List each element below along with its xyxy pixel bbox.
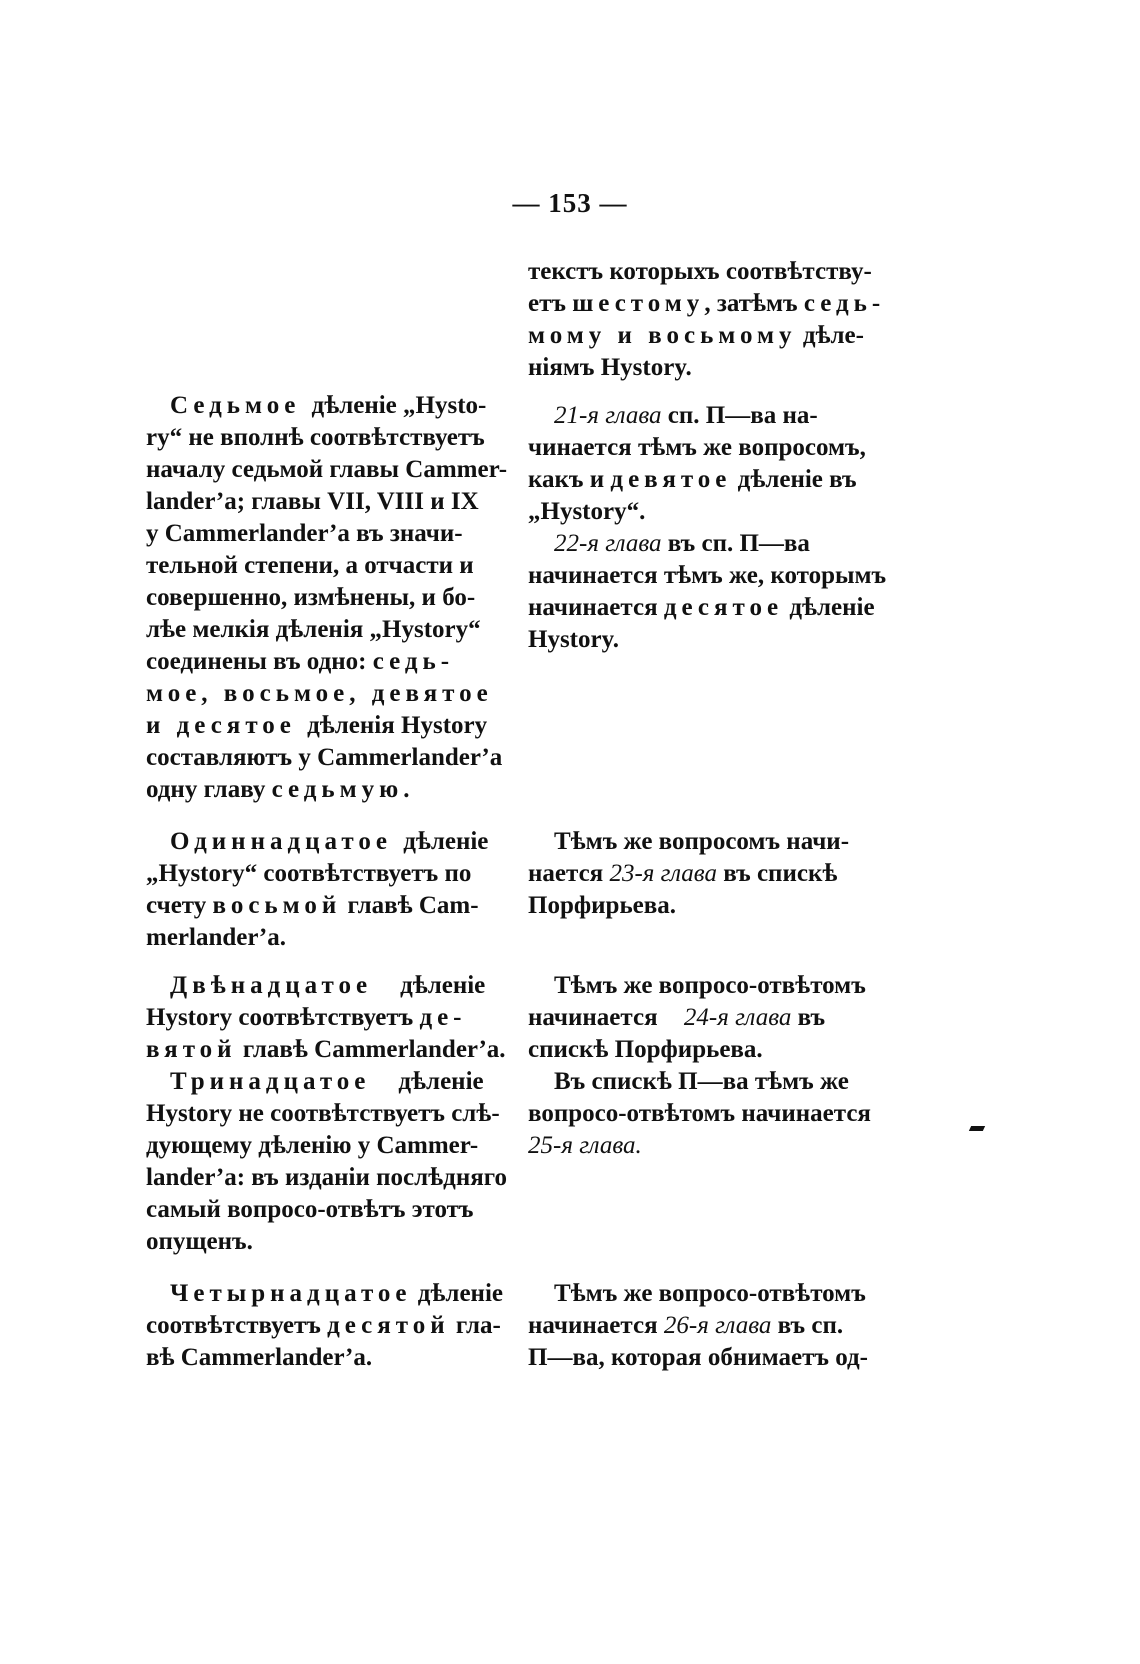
- text-fragment: главѣ Cam-: [341, 892, 479, 919]
- text-line: [528, 1310, 843, 1342]
- ink-mark: [969, 1126, 985, 1131]
- text-fragment: соотвѣтствуетъ: [146, 1312, 328, 1339]
- text-line: [146, 774, 415, 806]
- text-fragment: въ спискѣ: [716, 860, 838, 887]
- italic-chapter-ref: 25-я глава.: [528, 1132, 642, 1159]
- text-line: [528, 464, 857, 496]
- text-line: текстъ которыхъ соотвѣтству-: [528, 258, 872, 285]
- text-fragment: дѣленіе „Hysto-: [311, 392, 487, 419]
- spaced-word: десятой: [327, 1312, 450, 1339]
- spaced-word: и десятое: [146, 712, 308, 739]
- spaced-word: десятое: [663, 594, 784, 621]
- text-line: [170, 970, 485, 1002]
- text-fragment: Hystory соотвѣтствуетъ: [146, 1004, 420, 1031]
- text-fragment: въ сп. П—ва: [661, 530, 810, 557]
- spaced-word: седь-: [372, 648, 455, 675]
- page-number: — 153 —: [512, 188, 628, 218]
- text-fragment: дѣленіе: [398, 1068, 484, 1095]
- text-line: Въ спискѣ П—ва тѣмъ же: [554, 1068, 849, 1095]
- italic-chapter-ref: 23-я глава: [609, 860, 717, 887]
- text-line: спискѣ Порфирьева.: [528, 1036, 763, 1063]
- text-fragment: дѣле-: [796, 322, 864, 349]
- text-fragment: дѣленія Hystory: [307, 712, 488, 739]
- italic-chapter-ref: 24-я глава: [683, 1004, 792, 1031]
- text-line: „Hystory“ соотвѣтствуетъ по: [146, 860, 472, 887]
- text-line: лѣе мелкія дѣленія „Hystory“: [146, 616, 481, 643]
- text-line: [554, 528, 810, 560]
- text-fragment: начинается: [528, 1004, 664, 1031]
- text-line: [528, 1130, 642, 1162]
- text-line: самый вопросо-отвѣтъ этотъ: [146, 1196, 474, 1223]
- italic-chapter-ref: 26-я глава: [663, 1312, 772, 1339]
- spaced-word: Одиннадцатое: [170, 828, 404, 855]
- text-line: [170, 826, 488, 858]
- text-line: [528, 1002, 825, 1034]
- text-line: [146, 710, 487, 742]
- text-fragment: , затѣмъ: [704, 290, 804, 317]
- spaced-word: седь-: [803, 290, 886, 317]
- spaced-word: восьмой: [212, 892, 342, 919]
- text-line: [170, 1066, 484, 1098]
- spaced-word: Тринадцатое: [170, 1068, 371, 1095]
- text-line: тельной степени, а отчасти и: [146, 552, 474, 579]
- text-fragment: дѣленіе: [400, 972, 486, 999]
- text-line: ніямъ Hystory.: [528, 354, 692, 381]
- spaced-word: де-: [419, 1004, 467, 1031]
- text-fragment: въ: [791, 1004, 826, 1031]
- text-line: merlander’a.: [146, 924, 286, 951]
- text-fragment: дѣленіе: [403, 828, 489, 855]
- text-fragment: главѣ Cammerlander’a.: [236, 1036, 506, 1063]
- text-line: Тѣмъ же вопросомъ начи-: [554, 828, 850, 855]
- text-line: Порфирьева.: [528, 892, 677, 919]
- text-line: [146, 1034, 506, 1066]
- text-line: началу седьмой главы Cammer-: [146, 456, 508, 483]
- text-fragment: начинается: [528, 1312, 664, 1339]
- spaced-word: Седьмое: [170, 392, 312, 419]
- spaced-word: Двѣнадцатое: [170, 972, 373, 999]
- italic-chapter-ref: 22-я глава: [554, 530, 662, 557]
- text-line: Тѣмъ же вопросо-отвѣтомъ: [554, 972, 866, 999]
- text-line: [528, 288, 885, 320]
- spaced-word: седьмую.: [271, 776, 415, 803]
- text-line: дующему дѣленію у Cammer-: [146, 1132, 479, 1159]
- spaced-word: вятой: [146, 1036, 237, 1063]
- text-line: [554, 400, 818, 432]
- text-line: П—ва, которая обнимаетъ од-: [528, 1344, 868, 1371]
- text-line: [146, 1002, 467, 1034]
- text-line: Hystory.: [528, 626, 619, 653]
- spaced-word: девятое: [610, 466, 732, 493]
- text-line: „Hystory“.: [528, 498, 646, 525]
- text-fragment: дѣленіе въ: [731, 466, 857, 493]
- text-line: lander’a; главы VII, VIII и IX: [146, 488, 479, 515]
- text-line: вѣ Cammerlander’a.: [146, 1344, 373, 1371]
- text-line: [528, 858, 837, 890]
- text-fragment: счету: [146, 892, 213, 919]
- text-line: у Cammerlander’a въ значи-: [146, 520, 463, 547]
- text-line: [170, 1278, 503, 1310]
- text-fragment: въ сп.: [771, 1312, 844, 1339]
- spaced-word: шестому: [572, 290, 705, 317]
- text-line: совершенно, измѣнены, и бо-: [146, 584, 476, 611]
- text-line: чинается тѣмъ же вопросомъ,: [528, 434, 866, 461]
- text-line: вопросо-отвѣтомъ начинается: [528, 1100, 871, 1127]
- text-fragment: етъ: [528, 290, 573, 317]
- text-line: [146, 1310, 501, 1342]
- text-fragment: сп. П—ва на-: [661, 402, 818, 429]
- text-line: опущенъ.: [146, 1228, 253, 1255]
- text-fragment: нается: [528, 860, 610, 887]
- text-fragment: соединены въ одно:: [146, 648, 373, 675]
- spaced-word: Четырнадцатое: [170, 1280, 412, 1307]
- text-line: Тѣмъ же вопросо-отвѣтомъ: [554, 1280, 866, 1307]
- italic-chapter-ref: 21-я глава: [554, 402, 662, 429]
- text-fragment: какъ и: [528, 466, 611, 493]
- text-line: Hystory не соотвѣтствуетъ слѣ-: [146, 1100, 500, 1127]
- text-line: мое, восьмое, девятое: [146, 680, 493, 707]
- text-fragment: одну главу: [146, 776, 272, 803]
- text-line: [170, 390, 486, 422]
- text-line: начинается тѣмъ же, которымъ: [528, 562, 887, 589]
- text-fragment: начинается: [528, 594, 664, 621]
- text-line: [528, 592, 875, 624]
- text-line: [146, 890, 479, 922]
- text-line: ry“ не вполнѣ соотвѣтствуетъ: [146, 424, 485, 451]
- text-line: lander’a: въ изданіи послѣдняго: [146, 1164, 507, 1191]
- text-line: [528, 320, 864, 352]
- text-line: [146, 646, 454, 678]
- text-line: составляютъ у Cammerlander’a: [146, 744, 503, 771]
- text-fragment: дѣленіе: [783, 594, 875, 621]
- text-fragment: гла-: [449, 1312, 501, 1339]
- text-fragment: дѣленіе: [411, 1280, 503, 1307]
- spaced-word: мому и восьмому: [528, 322, 797, 349]
